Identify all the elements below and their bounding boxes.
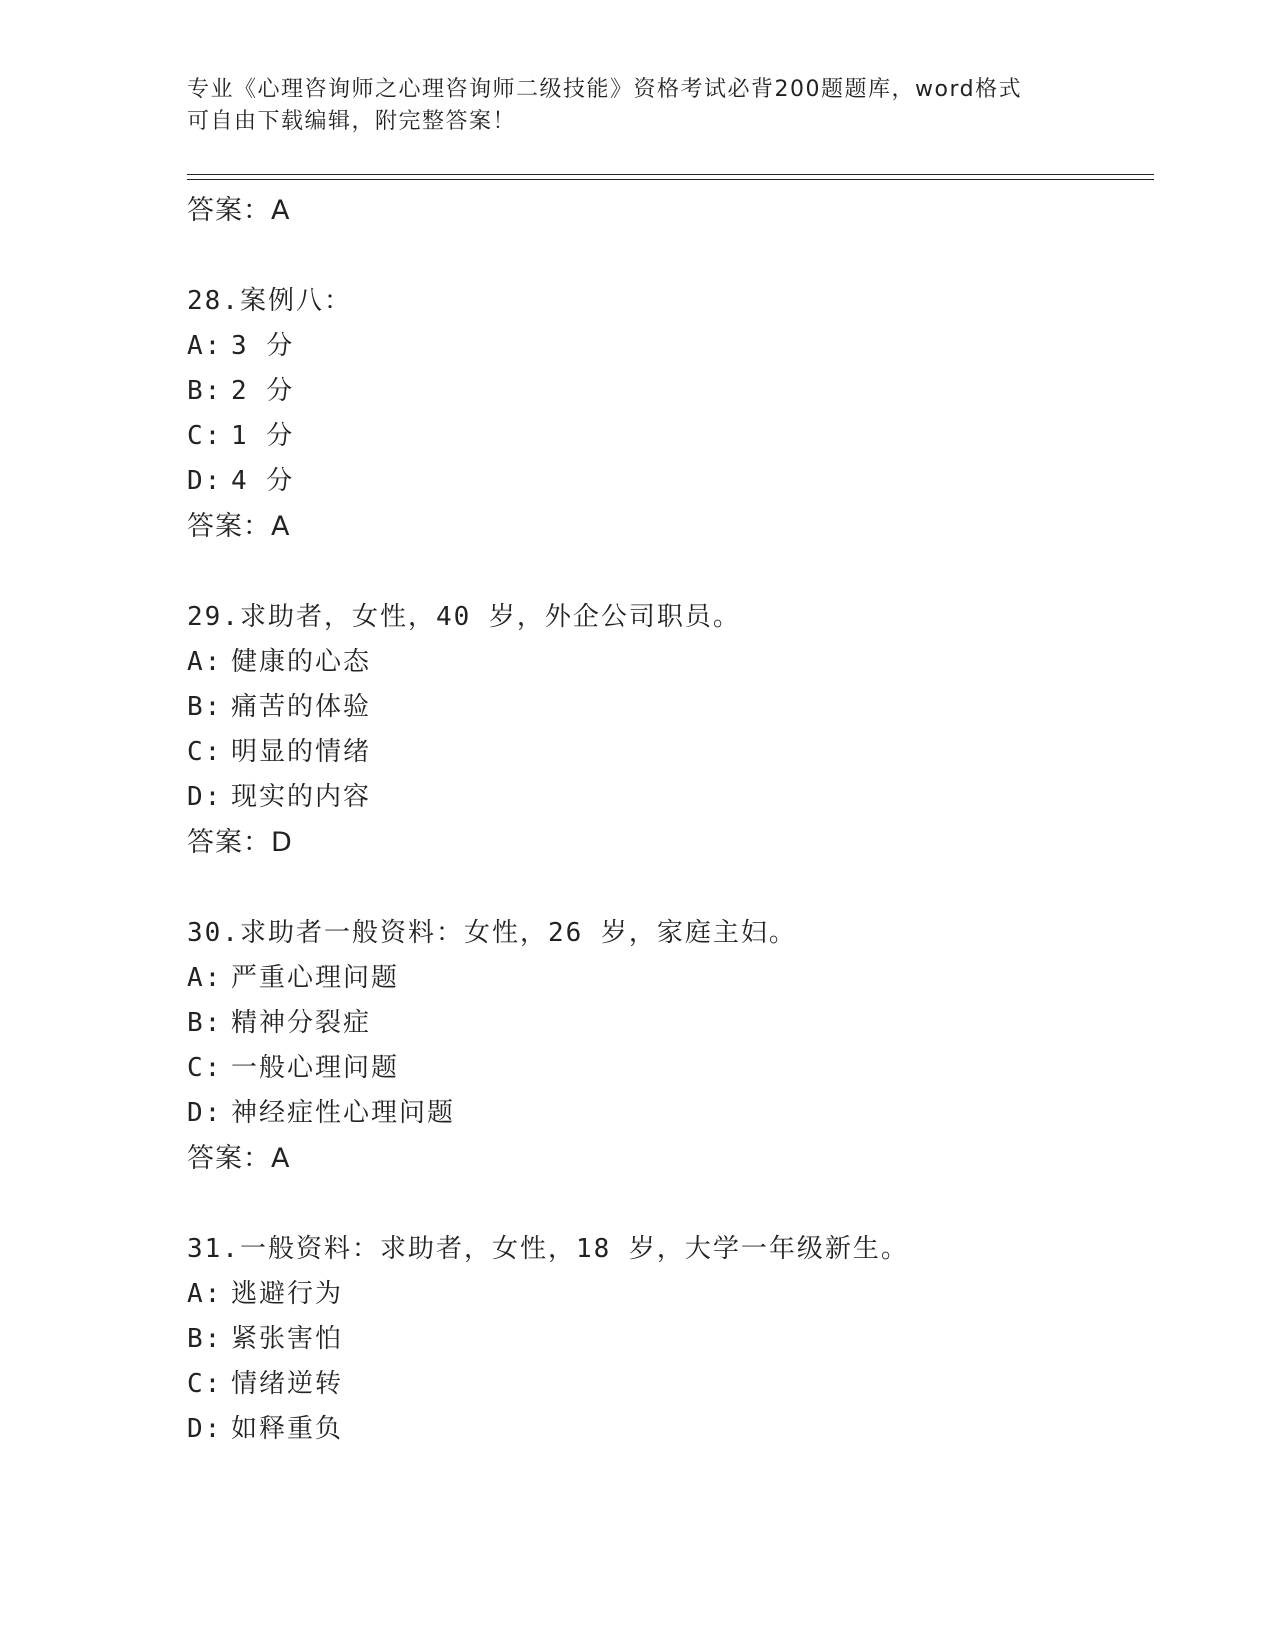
question-stem [187,279,1154,324]
option-b [187,1001,1154,1046]
option-text: 紧张害怕 [231,1324,344,1354]
option-letter: C: [187,737,223,767]
option-letter: B: [187,692,223,722]
question-31 [187,1227,1154,1452]
option-text: 明显的情绪 [231,737,372,767]
option-b [187,1317,1154,1362]
option-text: 情绪逆转 [231,1369,344,1399]
answer-line: 答案：D [187,827,293,858]
header-divider-top [187,174,1154,175]
header-title-line-2: 可自由下载编辑，附完整答案！ [187,109,517,134]
option-text: 一般心理问题 [231,1053,400,1083]
option-c [187,730,1154,775]
answer-line: 答案：A [187,1143,291,1174]
option-c [187,1046,1154,1091]
option-text: 现实的内容 [231,782,372,812]
header-divider-bottom [187,179,1154,180]
question-stem [187,595,1154,640]
option-letter: A: [187,647,223,677]
option-text: 神经症性心理问题 [231,1098,456,1128]
question-number: 31. [187,1234,240,1264]
question-text: 求助者一般资料：女性，26 岁，家庭主妇。 [239,918,797,948]
question-list [187,188,1154,1452]
option-text: 健康的心态 [231,647,372,677]
option-text: 严重心理问题 [231,963,400,993]
option-c [187,414,1154,459]
document-header [187,74,1087,138]
header-title-line-1: 专业《心理咨询师之心理咨询师二级技能》资格考试必背200题题库，word格式 [187,77,1023,102]
option-a [187,1272,1154,1317]
option-letter: C: [187,1053,223,1083]
option-text: 4 分 [231,466,295,496]
option-text: 2 分 [231,376,295,406]
option-d [187,1091,1154,1136]
option-b [187,685,1154,730]
option-text: 痛苦的体验 [231,692,372,722]
question-text: 案例八： [239,286,352,316]
question-30 [187,911,1154,1181]
option-letter: D: [187,782,223,812]
question-28 [187,279,1154,549]
option-letter: C: [187,421,223,451]
option-letter: A: [187,963,223,993]
question-stem [187,1227,1154,1272]
question-number: 30. [187,918,240,948]
option-letter: D: [187,1414,223,1444]
option-text: 1 分 [231,421,295,451]
question-number: 28. [187,286,240,316]
option-a [187,640,1154,685]
previous-answer: 答案：A [187,195,291,226]
option-text: 逃避行为 [231,1279,344,1309]
option-letter: A: [187,331,223,361]
answer-line: 答案：A [187,511,291,542]
option-b [187,369,1154,414]
option-letter: C: [187,1369,223,1399]
option-d [187,459,1154,504]
option-a [187,956,1154,1001]
option-letter: B: [187,376,223,406]
option-letter: A: [187,1279,223,1309]
option-d [187,775,1154,820]
option-c [187,1362,1154,1407]
question-text: 求助者，女性，40 岁，外企公司职员。 [239,602,741,632]
option-text: 如释重负 [231,1414,344,1444]
question-text: 一般资料：求助者，女性，18 岁，大学一年级新生。 [239,1234,909,1264]
option-text: 精神分裂症 [231,1008,372,1038]
question-stem [187,911,1154,956]
option-letter: B: [187,1008,223,1038]
question-number: 29. [187,602,240,632]
option-letter: D: [187,1098,223,1128]
option-letter: B: [187,1324,223,1354]
option-d [187,1407,1154,1452]
option-letter: D: [187,466,223,496]
option-text: 3 分 [231,331,295,361]
question-29 [187,595,1154,865]
option-a [187,324,1154,369]
